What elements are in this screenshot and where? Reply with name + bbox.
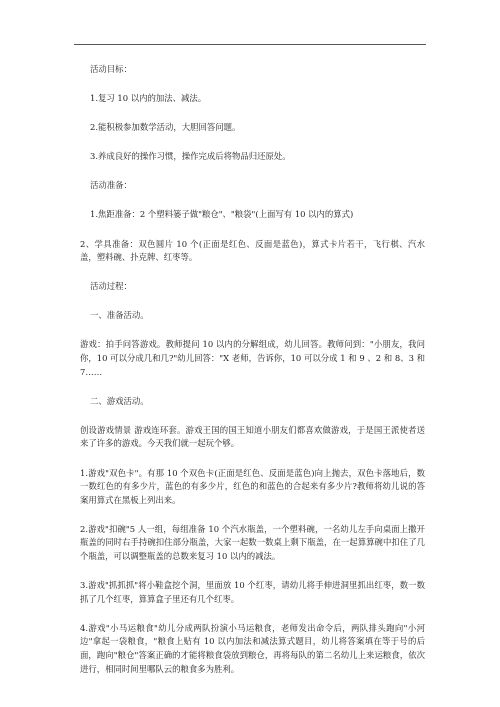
preparation-1: 1.焦距准备：2 个塑料篓子做"粮仓"、"粮袋"(上面写有 10 以内的算式) — [90, 209, 354, 220]
heading-objectives: 活动目标： — [90, 64, 132, 74]
document-body — [80, 63, 425, 692]
header-rule — [74, 44, 426, 45]
heading-process: 活动过程： — [90, 281, 132, 292]
objective-1: 1.复习 10 以内的加法、减法。 — [90, 93, 207, 104]
game-1: 1.游戏"双色卡"。有那 10 个双色卡(正面是红色、反面是蓝色)向上抛去，双色卡落地后，数一数红色的有多少片，蓝色的有多少片，红色的和蓝色的合起来有多少片?教师将幼儿说的答案用算式在黑板上列出来。 — [80, 467, 425, 505]
objective-2: 2.能积极参加数学活动，大胆回答问题。 — [90, 122, 241, 133]
game-2: 2.游戏"扣碗"5 人一组，每组准备 10 个汽水瓶盖，一个塑料碗，一名幼儿左手向桌面上撒开瓶盖的同时右手持碗扣住部分瓶盖，大家一起数一数桌上剩下瓶盖，在一起算算碗中扣住了几个瓶盖，可以调整瓶盖的总数来复习 10 以内的减法。 — [80, 523, 425, 561]
game-4: 4.游戏"小马运粮食"幼儿分成两队扮演小马运粮食，老师发出命令后，两队排头跑向"小河边"拿起一袋粮食，"粮食上贴有 10 以内加法和减法算式题目，幼儿将答案填在等于号的后面，跑向"粮仓"答案正确的才能将粮食袋放到粮仓，再将每队的第二名幼儿上来运粮食，依次进行，相同时间里哪队云的粮食多为胜利。 — [80, 622, 425, 674]
section-1-title: 一、准备活动。 — [90, 310, 149, 321]
preparation-2: 2、学具准备：双色圆片 10 个(正面是红色、反面是蓝色)，算式卡片若干，飞行棋、汽水盖，塑料碗、扑克牌、红枣等。 — [80, 238, 425, 263]
objective-3: 3.养成良好的操作习惯，操作完成后将物品归还原处。 — [90, 151, 291, 162]
heading-preparation: 活动准备： — [90, 180, 132, 191]
game-3: 3.游戏"抓抓抓"将小鞋盒挖个洞，里面放 10 个红枣，请幼儿将手伸进洞里抓出红枣，数一数抓了几个红枣，算算盒子里还有几个红枣。 — [80, 580, 425, 604]
section-2-intro: 创设游戏情景 游戏连环套。游戏王国的国王知道小朋友们都喜欢做游戏，于是国王派使者送来了许多的游戏。今天我们就一起玩个够。 — [80, 424, 425, 449]
section-1-game: 游戏：拍手问答游戏。教师提问 10 以内的分解组成，幼儿回答。教师问到："小朋友，我问你，10 可以分成几和几?"幼儿回答："X 老师，告诉你，10 可以分成 1 和 9 、2 和 8、3 和 7…… — [80, 339, 425, 377]
section-2-title: 二、游戏活动。 — [90, 395, 149, 406]
